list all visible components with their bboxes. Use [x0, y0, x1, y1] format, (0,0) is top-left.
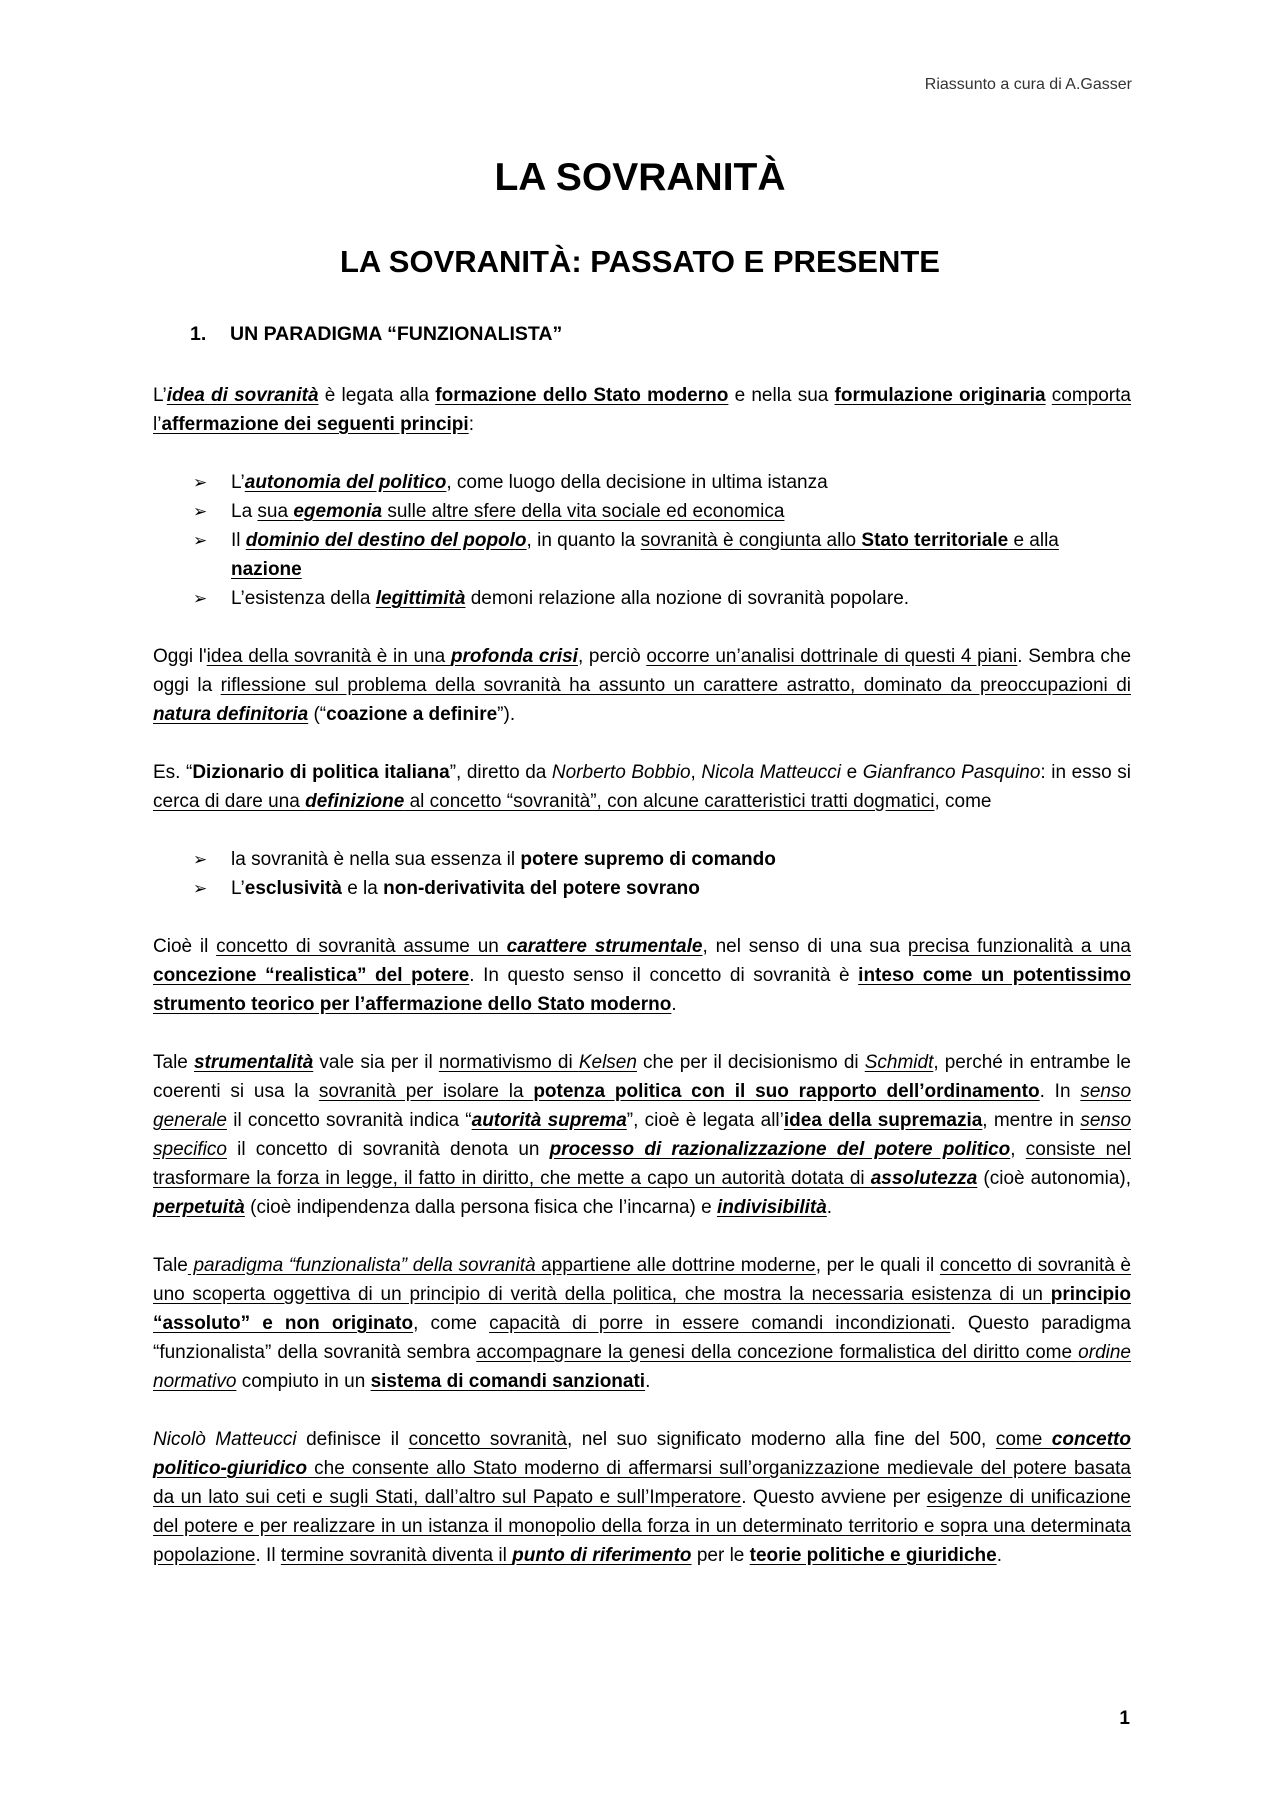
paragraph-5: Tale strumentalità vale sia per il normativismo di Kelsen che per il decisionismo di Schmidt, perché in entrambe le coerenti si usa la sovranità per isolare la potenza politica con il suo rapporto dell’ordinamento. In senso generale il concetto sovranità indica “autorità suprema”, cioè è legata all’idea della supremazia, mentre in senso specifico il concetto di sovranità denota un processo di razionalizzazione del potere politico, consiste nel trasformare la forza in legge, il fatto in diritto, che mette a capo un autorità dotata di assolutezza (cioè autonomia), perpetuità (cioè indipendenza dalla persona fisica che l’incarna) e indivisibilità.	[153, 1052, 1132, 1218]
paragraph-6: Tale paradigma “funzionalista” della sovranità appartiene alle dottrine moderne, per le quali il concetto di sovranità è uno scoperta oggettiva di un principio di verità della politica, che mostra la necessaria esistenza di un principio “assoluto” e non originato, come capacità di porre in essere comandi incondizionati. Questo paradigma “funzionalista” della sovranità sembra accompagnare la genesi della concezione formalistica del diritto come ordine normativo compiuto in un sistema di comandi sanzionati.	[153, 1255, 1131, 1392]
arrow-bullet-icon: ➢	[193, 502, 208, 521]
paragraph-2: Oggi l'idea della sovranità è in una profonda crisi, perciò occorre un’analisi dottrinale di questi 4 piani. Sembra che oggi la riflessione sul problema della sovranità ha assunto un carattere astratto, dominato da preoccupazioni di natura definitoria (“coazione a definire”).	[153, 646, 1132, 725]
section-number: 1.	[190, 323, 207, 345]
paragraph-4: Cioè il concetto di sovranità assume un carattere strumentale, nel senso di una sua precisa funzionalità a una concezione “realistica” del potere. In questo senso il concetto di sovranità è inteso come un potentissimo strumento teorico per l’affermazione dello Stato moderno.	[153, 936, 1132, 1015]
list-item: ➢ Il dominio del destino del popolo, in quanto la sovranità è congiunta allo Stato territoriale e alla nazione	[231, 526, 1131, 584]
header-note: Riassunto a cura di A.Gasser	[924, 76, 1132, 93]
list-item: ➢ la sovranità è nella sua essenza il potere supremo di comando	[231, 845, 1131, 874]
paragraph-1: L’idea di sovranità è legata alla formazione dello Stato moderno e nella sua formulazione originaria comporta l’affermazione dei seguenti principi:	[153, 385, 1131, 435]
paragraph-3: Es. “Dizionario di politica italiana”, diretto da Norberto Bobbio, Nicola Matteucci e Gianfranco Pasquino: in esso si cerca di dare una definizione al concetto “sovranità”, con alcune caratteristici tratti dogmatici, come	[153, 762, 1131, 812]
list-item: ➢ L’esclusività e la non-derivativita del potere sovrano	[231, 874, 1131, 903]
arrow-bullet-icon: ➢	[193, 473, 208, 492]
document-subtitle: LA SOVRANITÀ: PASSATO E PRESENTE	[340, 244, 940, 279]
list-item: ➢ La sua egemonia sulle altre sfere della vita sociale ed economica	[231, 497, 1131, 526]
document-body	[153, 381, 1131, 1599]
arrow-bullet-icon: ➢	[193, 531, 208, 550]
section-title: UN PARADIGMA “FUNZIONALISTA”	[230, 323, 563, 345]
principles-list	[153, 468, 1131, 613]
arrow-bullet-icon: ➢	[193, 850, 208, 869]
paragraph-7: Nicolò Matteucci definisce il concetto sovranità, nel suo significato moderno alla fine del 500, come concetto politico-giuridico che consente allo Stato moderno di affermarsi sull’organizzazione medievale del potere basata da un lato sui ceti e sugli Stati, dall’altro sul Papato e sull’Imperatore. Questo avviene per esigenze di unificazione del potere e per realizzare in un istanza il monopolio della forza in un determinato territorio e sopra una determinata popolazione. Il termine sovranità diventa il punto di riferimento per le teorie politiche e giuridiche.	[153, 1429, 1131, 1566]
arrow-bullet-icon: ➢	[193, 589, 208, 608]
list-item: ➢ L’esistenza della legittimità demoni relazione alla nozione di sovranità popolare.	[231, 584, 1131, 613]
definition-list	[153, 845, 1131, 903]
arrow-bullet-icon: ➢	[193, 879, 208, 898]
page-number: 1	[1119, 1708, 1130, 1729]
list-item: ➢ L’autonomia del politico, come luogo della decisione in ultima istanza	[231, 468, 1131, 497]
section-heading	[190, 323, 562, 346]
document-title: LA SOVRANITÀ	[494, 156, 786, 199]
